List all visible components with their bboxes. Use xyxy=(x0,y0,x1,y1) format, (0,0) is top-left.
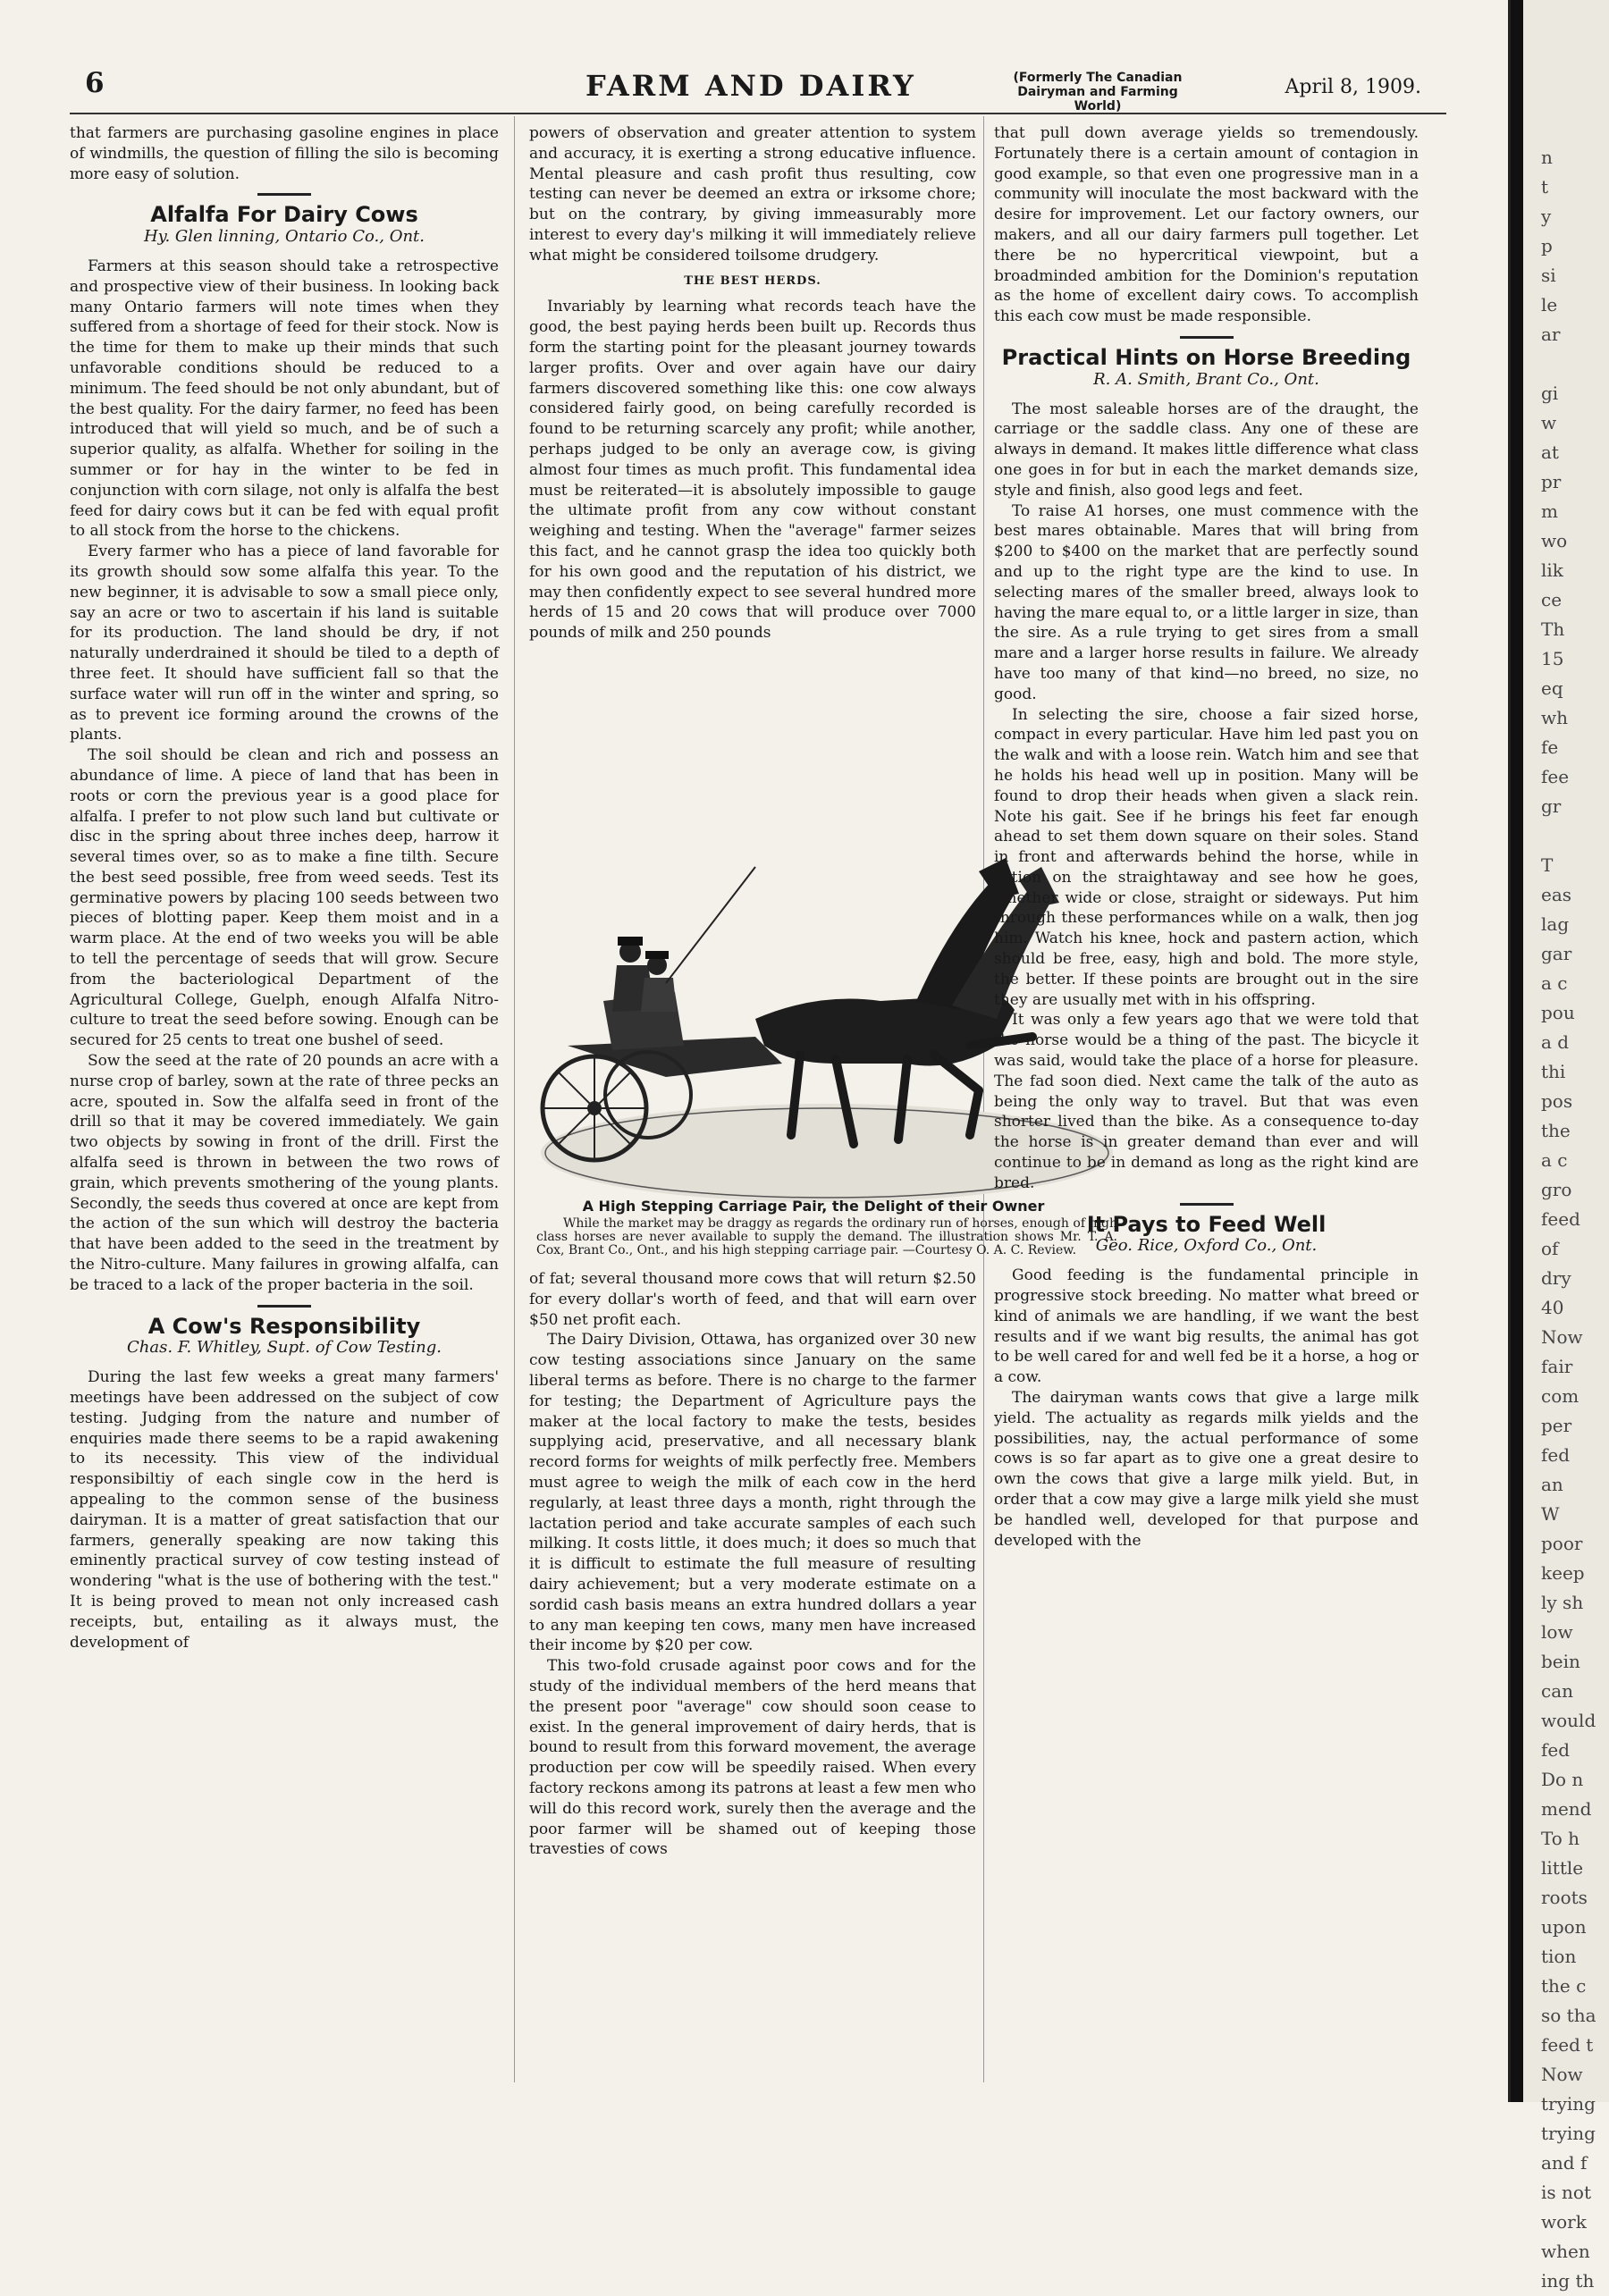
separator xyxy=(257,1305,311,1308)
paragraph: The dairyman wants cows that give a large milk yield. The actuality as regards milk yields and the possibilities, nay, the actual performance of some cows is so far apart as to give one a great desire to own the cows that give a large milk yield. But, in order that a cow may give a large milk yield she must be handled well, developed for that purpose and developed with the xyxy=(994,1389,1419,1550)
page-number: 6 xyxy=(85,67,105,99)
byline-feed: Geo. Rice, Oxford Co., Ont. xyxy=(1095,1236,1318,1256)
header-rule xyxy=(70,113,1446,114)
article-continuation: that farmers are purchasing gasoline engines in place of windmills, the question of filling the silo is becoming more easy of solution. xyxy=(70,124,499,183)
byline-horse: R. A. Smith, Brant Co., Ont. xyxy=(1093,369,1319,389)
adjacent-page-edge xyxy=(1508,0,1609,2292)
paragraph: To raise A1 horses, one must commence with the best mares obtainable. Mares that will bring from $200 to $400 on the market that are perfectly sound and up to the right type are the kind to use. In selecting mares of the smaller breed, always look to having the mare equal to, or a little larger in size, than the sire. As a rule trying to get sires from a small mare and a larger horse results in failure. We already have too many of that kind—no breed, no size, no good. xyxy=(994,501,1419,703)
column-2-top xyxy=(529,123,976,643)
illustration-caption-body: While the market may be draggy as regards the ordinary run of horses, enough of high class horses are never available to supply the demand. The illustration shows Mr. T. A. Cox, Brant Co., Ont., and his high stepping carriage pair. —Courtesy O. A. C. Review. xyxy=(536,1216,1117,1257)
paragraph: Sow the seed at the rate of 20 pounds an acre with a nurse crop of barley, sown at the rate of three pecks an acre, spouted in. Sow the alfalfa seed in front of the drill so that it may be covered immediately. We gain two objects by sowing in front of the drill. First the alfalfa seed is thrown in between the two rows of grain, which prevents smothering of the young plants. Secondly, the seeds thus covered at once are kept from the action of the sun which will destroy the bacteria that have been added to the seed in the treatment by the Nitro-culture. Many failures in growing alfalfa, can be traced to a lack of the proper bacteria in the soil. xyxy=(70,1052,499,1294)
column-1 xyxy=(70,123,499,1653)
paragraph: powers of observation and greater attention to system and accuracy, it is exerting a strong educative influence. Mental pleasure and cash profit thus resulting, cow testing can never be deemed an extra or irksome chore; but on the contrary, by giving immeasurably more interest to every day's milking it will immediately relieve what might be considered toilsome drudgery. xyxy=(529,124,976,265)
headline-alfalfa: Alfalfa For Dairy Cows xyxy=(150,202,418,228)
column-2-bottom xyxy=(529,1269,976,1860)
paragraph: Farmers at this season should take a retrospective and prospective view of their business. In looking back many Ontario farmers will note times when they suffered from a shortage of feed for their stock. Now is the time for them to make up their minds that such unfavorable conditions should be reduced to a minimum. The feed should be not only abundant, but of the best quality. For the dairy farmer, no feed has been introduced that will yield so much, and be of such a superior quality, as alfalfa. Whether for soiling in the summer or for hay in the winter to be fed in conjunction with corn silage, not only is alfalfa the best feed for dairy cows but it can be fed with equal profit to all stock from the horse to the chickens. xyxy=(70,257,499,541)
page-header xyxy=(85,67,1444,112)
column-divider xyxy=(514,116,515,2082)
column-3 xyxy=(994,123,1419,1551)
headline-horse: Practical Hints on Horse Breeding xyxy=(1001,344,1411,370)
paragraph: Invariably by learning what records teach have the good, the best paying herds been built up. Records thus form the starting point for the pleasant journey towards larger profits. Over and over again have our dairy farmers discovered something like this: one cow always considered fairly good, on being carefully recorded is found to be returning scarcely any profit; while another, perhaps judged to be only an average cow, is giving almost four times as much profit. This fundamental idea must be reiterated—it is absolutely impossible to gauge the ultimate profit from any cow without constant weighing and testing. When the "average" farmer seizes this fact, and he cannot grasp the idea too quickly both for his own good and the reputation of his district, we may then confidently expect to see several hundred more herds of 15 and 20 cows that will produce over 7000 pounds of milk and 250 pounds xyxy=(529,298,976,643)
paragraph: In selecting the sire, choose a fair sized horse, compact in every particular. Have him led past you on the walk and with a loose rein. Watch him and see that he holds his head well up in position. Many will be found to drop their heads when given a slack rein. Note his gait. See if he brings his feet far enough ahead to set them down square on their soles. Stand in front and afterwards behind the horse, while in action on the straightaway and see how he goes, whether wide or close, straight or sideways. Put him through these performances while on a walk, then jog him. Watch his knee, hock and pastern action, which should be free, easy, high and bold. The more style, the better. If these points are brought out in the sire they are usually met with in his offspring. xyxy=(994,705,1419,1009)
adjacent-page-text: n t y p si le ar gi w at pr m wo lik ce Th 15 eq wh fe fee gr T eas lag gar a c pou a d thi pos the a c gro feed of dry 40 Now fair com per fed an W poor keep ly sh low bein can would fed Do n mend To h little roots upon tion the c so tha feed t Now trying trying and f is not work when ing th xyxy=(1541,147,1596,2292)
paragraph: that pull down average yields so tremendously. Fortunately there is a certain amount of contagion in good example, so that even one progressive man in a community will inoculate the most backward with the desire for improvement. Let our factory owners, our makers, and all our dairy farmers pull together. Let there be no hypercritical viewpoint, but a broadminded ambition for the Dominion's reputation as the home of excellent dairy cows. To accomplish this each cow must be made responsible. xyxy=(994,124,1419,326)
paragraph: It was only a few years ago that we were told that the horse would be a thing of the past. The bicycle it was said, would take the place of a horse for pleasure. The fad soon died. Next came the talk of the auto as being the only way to travel. But that was even shorter lived than the bike. As a consequence to-day the horse is in greater demand than ever and will continue to be in demand as long as the right kind are bred. xyxy=(994,1011,1419,1192)
headline-cow: A Cow's Responsibility xyxy=(147,1313,421,1339)
separator xyxy=(257,193,311,196)
separator xyxy=(1180,336,1234,339)
masthead-formerly: (Formerly The Canadian Dairyman and Farming World) xyxy=(1013,71,1183,114)
paragraph: The Dairy Division, Ottawa, has organized over 30 new cow testing associations since January on the same liberal terms as before. There is no charge to the farmer for testing; the Department of Agriculture pays the maker at the local factory to make the tests, besides supplying acid, preservative, and all necessary blank record forms for weights of milk perfectly free. Members must agree to weigh the milk of each cow in the herd regularly, at least three days a month, right through the lactation period and take accurate samples of each such milking. It costs little, it does much; it does so much that it is difficult to estimate the full measure of resulting dairy achievement; but a very moderate estimate on a sordid cash basis means an extra hundred dollars a year to any man keeping ten cows, many men have increased their income by $20 per cow. xyxy=(529,1331,976,1655)
separator xyxy=(1180,1203,1234,1206)
paragraph: of fat; several thousand more cows that will return $2.50 for every dollar's worth of feed, and that will earn over $50 net profit each. xyxy=(529,1270,976,1329)
byline-alfalfa: Hy. Glen linning, Ontario Co., Ont. xyxy=(143,227,425,247)
issue-date: April 8, 1909. xyxy=(1285,76,1421,98)
byline-cow: Chas. F. Whitley, Supt. of Cow Testing. xyxy=(126,1338,442,1358)
paragraph: Good feeding is the fundamental principle in progressive stock breeding. No matter what breed or kind of animals we are handling, if we want the best results and if we want big results, the animal has got to be well cared for and well fed be it a horse, a hog or a cow. xyxy=(994,1266,1419,1387)
masthead-title: FARM AND DAIRY xyxy=(585,69,916,103)
subhead-best-herds: THE BEST HERDS. xyxy=(684,273,821,288)
paragraph: The soil should be clean and rich and possess an abundance of lime. A piece of land that has been in roots or corn the previous year is a good place for alfalfa. I prefer to not plow such land but cultivate or disc in the spring about three inches deep, harrow it several times over, so as to make a fine tilth. Secure the best seed possible, free from weed seeds. Test its germinative powers by placing 100 seeds between two pieces of blotting paper. Keep them moist and in a warm place. At the end of two weeks you will be able to tell the percentage of seeds that will grow. Secure from the bacteriological Department of the Agricultural College, Guelph, enough Alfalfa Nitro-culture to treat the seed before sowing. Enough can be secured for 25 cents to treat one bushel of seed. xyxy=(70,746,499,1050)
illustration-caption-title: A High Stepping Carriage Pair, the Delight of their Owner xyxy=(582,1198,1045,1215)
paragraph: This two-fold crusade against poor cows and for the study of the individual members of the herd means that the present poor "average" cow should soon cease to exist. In the general improvement of dairy herds, that is bound to result from this forward movement, the average production per cow will be speedily raised. When every factory reckons among its patrons at least a few men who will do this record work, surely then the average and the poor farmer will be shamed out of keeping those travesties of cows xyxy=(529,1657,976,1859)
headline-feed: It Pays to Feed Well xyxy=(1086,1211,1327,1237)
binding-shadow xyxy=(1511,0,1523,2102)
paragraph: Every farmer who has a piece of land favorable for its growth should sow some alfalfa this year. To the new beginner, it is advisable to sow a small piece only, say an acre or two to ascertain if his land is suitable for its production. The land should be dry, if not naturally underdrained it should be tiled to a depth of three feet. It should have sufficient fall so that the surface water will run off in the winter and spring, so as to prevent ice forming around the crowns of the plants. xyxy=(70,542,499,744)
paragraph: The most saleable horses are of the draught, the carriage or the saddle class. Any one of these are always in demand. It makes little difference what class one goes in for but in each the market demands size, style and finish, also good legs and feet. xyxy=(994,399,1419,500)
paragraph: During the last few weeks a great many farmers' meetings have been addressed on the subject of cow testing. Judging from the nature and number of enquiries made there seems to be a rapid awakening to its necessity. This view of the individual responsibiltiy of each single cow in the herd is appealing to the common sense of the business dairyman. It is a matter of great satisfaction that our farmers, generally speaking are now taking this eminently practical survey of cow testing instead of wondering "what is the use of bothering with the test." It is being proved to mean not only increased cash receipts, but, entailing as it always must, the development of xyxy=(70,1368,499,1652)
